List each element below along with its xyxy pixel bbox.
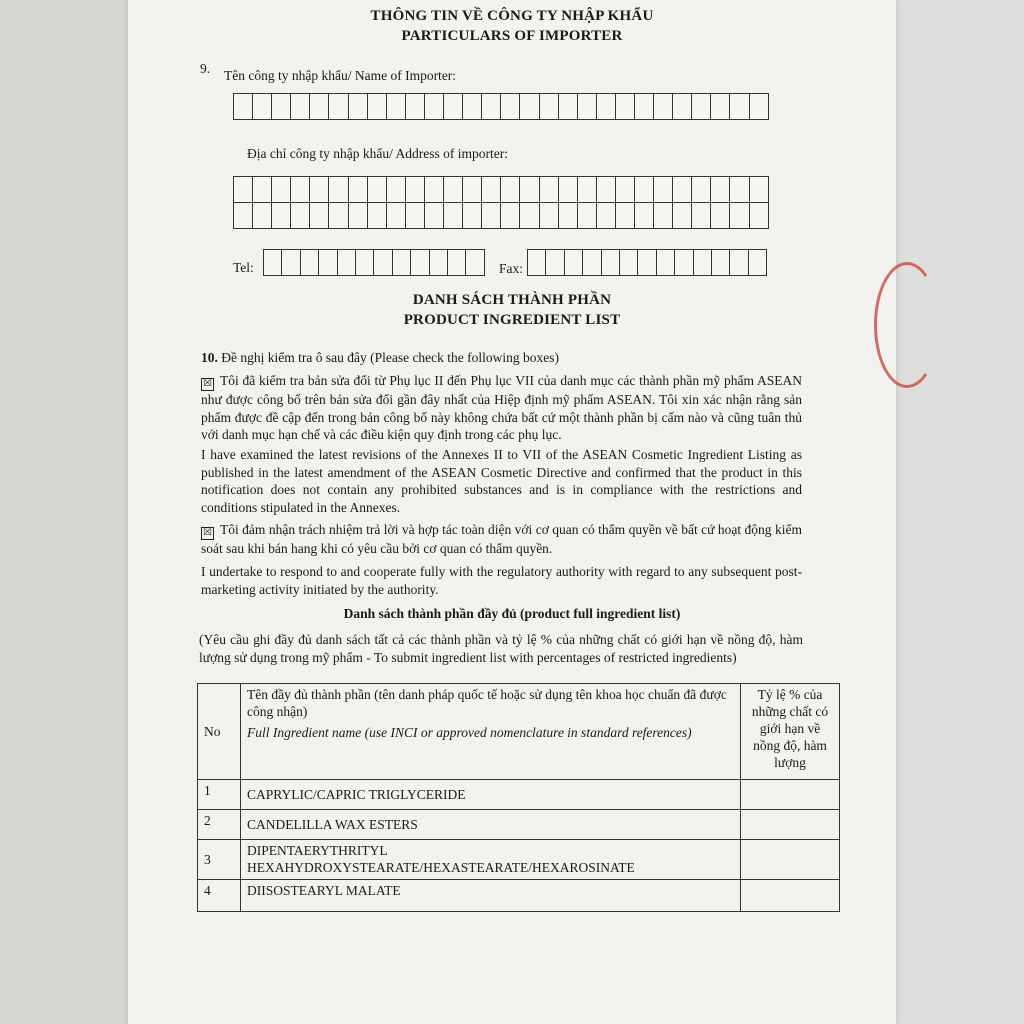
char-box[interactable] [730, 176, 749, 203]
declaration-1-vi-text: Tôi đã kiểm tra bản sửa đổi từ Phụ lục II đến Phụ lục VII của danh mục các thành phần mỹ phẩm ASEAN như được công bố trên bản sửa đổi gần đây nhất của Hiệp định mỹ phẩm ASEAN. Tôi xin xác nhận rằng sản phẩm được đề cập đến trong bản công bố này không chứa bất cứ một thành phần bị cấm nào và cũng tuân thủ với danh mục hạn chế và các điều kiện quy định trong các phụ lục. [201, 373, 802, 442]
char-box[interactable] [597, 93, 616, 120]
char-box[interactable] [301, 249, 319, 276]
declaration-1-en: I have examined the latest revisions of the Annexes II to VII of the ASEAN Cosmetic Ingredient Listing as published in the latest amendment of the ASEAN Cosmetic Directive and confirmed that the product in this notification does not contain any prohibited substances and is in compliance with the restrictions and conditions stipulated in the Annexes. [201, 447, 802, 515]
header-percentage: Tỷ lệ % của những chất có giới hạn về nồng độ, hàm lượng [741, 684, 840, 780]
char-box[interactable] [692, 176, 711, 203]
char-box[interactable] [559, 176, 578, 203]
char-box[interactable] [234, 202, 253, 229]
char-box[interactable] [368, 93, 387, 120]
char-box[interactable] [673, 202, 692, 229]
char-box[interactable] [349, 202, 368, 229]
char-box[interactable] [635, 93, 654, 120]
background-left [0, 0, 128, 1024]
char-box[interactable] [694, 249, 712, 276]
char-box[interactable] [616, 202, 635, 229]
char-box[interactable] [520, 93, 539, 120]
table-row [198, 840, 840, 880]
declaration-1-vi [201, 372, 802, 444]
char-box[interactable] [654, 93, 673, 120]
char-box[interactable] [349, 176, 368, 203]
char-box[interactable] [620, 249, 638, 276]
char-box[interactable] [501, 202, 520, 229]
char-box[interactable] [374, 249, 392, 276]
char-box[interactable] [338, 249, 356, 276]
row-no: 2 [198, 810, 241, 840]
char-box[interactable] [329, 202, 348, 229]
item-10-intro [201, 349, 559, 367]
char-box[interactable] [711, 202, 730, 229]
declaration-2-vi-text: Tôi đảm nhận trách nhiệm trả lời và hợp tác toàn diện với cơ quan có thẩm quyền về bất cứ hoạt động kiểm soát sau khi bán hang khi có yêu cầu bởi cơ quan có thẩm quyền. [201, 522, 802, 556]
char-box[interactable] [602, 249, 620, 276]
ingredient-table [197, 683, 840, 912]
table-row [198, 780, 840, 810]
header-name [241, 684, 741, 780]
char-box[interactable] [597, 176, 616, 203]
ingredients-title-vi: DANH SÁCH THÀNH PHẦN [412, 292, 612, 308]
declaration-2-checkbox[interactable]: ☒ [201, 527, 214, 540]
char-box[interactable] [411, 249, 429, 276]
char-box[interactable] [711, 93, 730, 120]
row-ingredient-name: DIPENTAERYTHRITYL HEXAHYDROXYSTEARATE/HEXASTEARATE/HEXAROSINATE [241, 840, 741, 880]
char-box[interactable] [749, 249, 767, 276]
char-box[interactable] [565, 249, 583, 276]
tel-boxes[interactable] [263, 249, 485, 276]
char-box[interactable] [730, 249, 748, 276]
char-box[interactable] [559, 202, 578, 229]
header-name-vi: Tên đầy đủ thành phần (tên danh pháp quốc tế hoặc sử dụng tên khoa học chuẩn đã được công nhận) [247, 687, 727, 719]
char-box[interactable] [310, 93, 329, 120]
header-name-en: Full Ingredient name (use INCI or approved nomenclature in standard references) [247, 725, 692, 740]
char-box[interactable] [406, 176, 425, 203]
char-box[interactable] [482, 176, 501, 203]
row-no: 1 [198, 780, 241, 810]
char-box[interactable] [583, 249, 601, 276]
char-box[interactable] [654, 176, 673, 203]
char-box[interactable] [540, 202, 559, 229]
char-box[interactable] [616, 93, 635, 120]
char-box[interactable] [540, 93, 559, 120]
item-number-9: 9. [200, 61, 211, 76]
char-box[interactable] [272, 202, 291, 229]
char-box[interactable] [387, 176, 406, 203]
char-box[interactable] [463, 93, 482, 120]
header-no: No [198, 684, 241, 780]
char-box[interactable] [540, 176, 559, 203]
row-percentage[interactable] [741, 780, 840, 810]
declaration-1-checkbox[interactable]: ☒ [201, 378, 214, 391]
char-box[interactable] [711, 176, 730, 203]
char-box[interactable] [635, 202, 654, 229]
char-box[interactable] [387, 93, 406, 120]
char-box[interactable] [291, 176, 310, 203]
full-list-title-vi: Danh sách thành phần đầy đủ [343, 606, 517, 621]
table-row [198, 880, 840, 912]
char-box[interactable] [253, 93, 272, 120]
char-box[interactable] [482, 93, 501, 120]
char-box[interactable] [282, 249, 300, 276]
row-percentage[interactable] [741, 840, 840, 880]
char-box[interactable] [425, 202, 444, 229]
importer-address-boxes-line-2[interactable] [233, 202, 769, 229]
char-box[interactable] [272, 176, 291, 203]
char-box[interactable] [520, 176, 539, 203]
char-box[interactable] [657, 249, 675, 276]
importer-name-label: Tên công ty nhập khẩu/ Name of Importer: [224, 68, 457, 83]
row-no: 3 [198, 840, 241, 880]
background-right [896, 0, 1024, 1024]
char-box[interactable] [466, 249, 484, 276]
importer-name-boxes[interactable] [233, 93, 769, 120]
char-box[interactable] [520, 202, 539, 229]
char-box[interactable] [444, 202, 463, 229]
char-box[interactable] [444, 93, 463, 120]
fax-label: Fax: [499, 261, 524, 276]
char-box[interactable] [528, 249, 546, 276]
declaration-2-vi [201, 521, 802, 558]
char-box[interactable] [406, 93, 425, 120]
char-box[interactable] [319, 249, 337, 276]
row-percentage[interactable] [741, 880, 840, 912]
char-box[interactable] [444, 176, 463, 203]
fax-boxes[interactable] [527, 249, 767, 276]
char-box[interactable] [730, 93, 749, 120]
char-box[interactable] [234, 93, 253, 120]
row-ingredient-name: DIISOSTEARYL MALATE [241, 880, 741, 912]
char-box[interactable] [635, 176, 654, 203]
char-box[interactable] [425, 176, 444, 203]
char-box[interactable] [234, 176, 253, 203]
char-box[interactable] [692, 93, 711, 120]
char-box[interactable] [463, 202, 482, 229]
char-box[interactable] [675, 249, 693, 276]
char-box[interactable] [712, 249, 730, 276]
importer-address-label: Địa chỉ công ty nhập khẩu/ Address of importer: [247, 146, 508, 161]
char-box[interactable] [578, 93, 597, 120]
char-box[interactable] [578, 202, 597, 229]
char-box[interactable] [750, 202, 769, 229]
char-box[interactable] [368, 202, 387, 229]
declaration-2-en: I undertake to respond to and cooperate fully with the regulatory authority with regard to any subsequent post-marketing activity initiated by the authority. [201, 564, 802, 597]
row-no: 4 [198, 880, 241, 912]
char-box[interactable] [425, 93, 444, 120]
char-box[interactable] [329, 176, 348, 203]
char-box[interactable] [482, 202, 501, 229]
row-ingredient-name: CANDELILLA WAX ESTERS [241, 810, 741, 840]
char-box[interactable] [673, 176, 692, 203]
char-box[interactable] [406, 202, 425, 229]
row-ingredient-name: CAPRYLIC/CAPRIC TRIGLYCERIDE [241, 780, 741, 810]
char-box[interactable] [750, 176, 769, 203]
char-box[interactable] [597, 202, 616, 229]
char-box[interactable] [349, 93, 368, 120]
char-box[interactable] [329, 93, 348, 120]
char-box[interactable] [546, 249, 564, 276]
char-box[interactable] [291, 93, 310, 120]
char-box[interactable] [730, 202, 749, 229]
char-box[interactable] [750, 93, 769, 120]
ingredients-title-en: PRODUCT INGREDIENT LIST [403, 312, 621, 328]
char-box[interactable] [253, 202, 272, 229]
char-box[interactable] [578, 176, 597, 203]
char-box[interactable] [501, 176, 520, 203]
char-box[interactable] [253, 176, 272, 203]
char-box[interactable] [387, 202, 406, 229]
full-list-title [128, 605, 896, 623]
item-number-10: 10. [201, 350, 218, 365]
char-box[interactable] [559, 93, 578, 120]
tel-label: Tel: [233, 260, 254, 275]
char-box[interactable] [291, 202, 310, 229]
importer-title-en: PARTICULARS OF IMPORTER [401, 28, 623, 44]
full-list-title-en: (product full ingredient list) [519, 606, 681, 621]
table-row [198, 810, 840, 840]
char-box[interactable] [264, 249, 282, 276]
char-box[interactable] [692, 202, 711, 229]
char-box[interactable] [430, 249, 448, 276]
row-percentage[interactable] [741, 810, 840, 840]
importer-title-vi: THÔNG TIN VỀ CÔNG TY NHẬP KHẨU [370, 8, 654, 24]
char-box[interactable] [272, 93, 291, 120]
char-box[interactable] [463, 176, 482, 203]
char-box[interactable] [501, 93, 520, 120]
char-box[interactable] [368, 176, 387, 203]
char-box[interactable] [616, 176, 635, 203]
importer-address-boxes-line-1[interactable] [233, 176, 769, 203]
char-box[interactable] [654, 202, 673, 229]
check-instructions: Đề nghị kiểm tra ô sau đây (Please check the following boxes) [221, 350, 560, 365]
char-box[interactable] [673, 93, 692, 120]
char-box[interactable] [638, 249, 656, 276]
char-box[interactable] [448, 249, 466, 276]
full-list-note: (Yêu cầu ghi đầy đủ danh sách tất cả các thành phần và tỷ lệ % của những chất có giới hạn về nồng độ, hàm lượng sử dụng trong mỹ phẩm - To submit ingredient list with percentages of restricted ingredients) [199, 632, 803, 665]
table-header-row [198, 684, 840, 780]
char-box[interactable] [310, 202, 329, 229]
char-box[interactable] [393, 249, 411, 276]
char-box[interactable] [356, 249, 374, 276]
char-box[interactable] [310, 176, 329, 203]
